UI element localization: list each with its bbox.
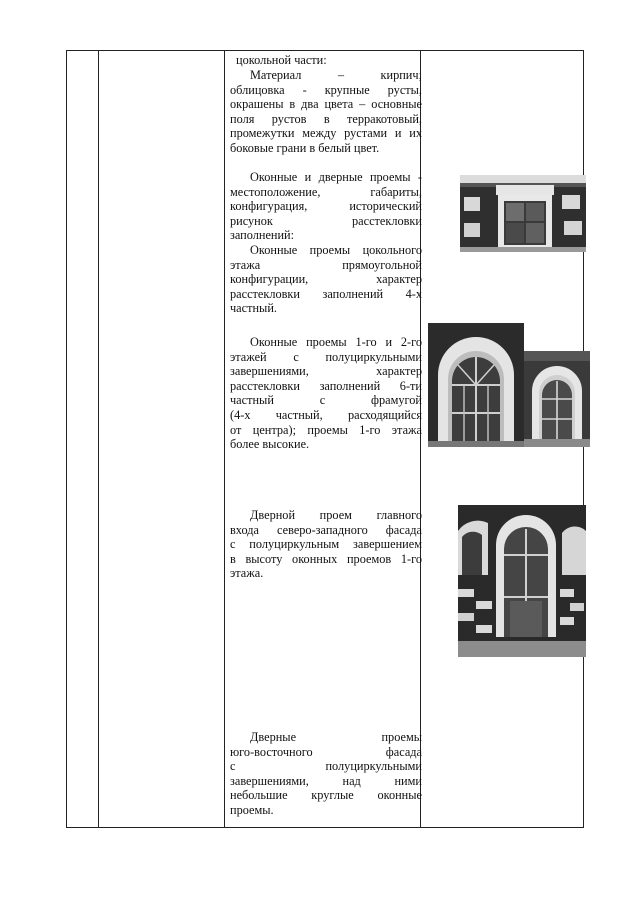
text-line: частный. bbox=[230, 301, 277, 316]
text-line: этажа. bbox=[230, 566, 264, 581]
text-line: частный с фрамугой bbox=[230, 393, 422, 408]
text-line: Оконные проемы 1-го и 2-го bbox=[250, 335, 422, 349]
text-line: промежутки между рустами и их bbox=[230, 126, 422, 141]
text-line: более высокие. bbox=[230, 437, 310, 452]
text-intro bbox=[230, 53, 422, 68]
paragraph-basement-windows bbox=[230, 243, 422, 316]
text-line: Дверные проемы bbox=[250, 730, 422, 744]
photo-main-entrance bbox=[458, 505, 586, 657]
text-line: от центра); проемы 1-го этажа bbox=[230, 422, 422, 437]
document-table bbox=[66, 50, 584, 828]
text-line: небольшие круглые оконные bbox=[230, 788, 422, 803]
paragraph-main-door bbox=[230, 508, 422, 581]
text-line: конфигурация, исторический bbox=[230, 199, 422, 214]
column-divider-1 bbox=[98, 51, 99, 827]
text-line: юго-восточного фасада bbox=[230, 744, 422, 759]
column-divider-2 bbox=[224, 51, 225, 827]
text-line: завершениями, над ними bbox=[230, 773, 422, 788]
photo-arched-window-1 bbox=[428, 323, 524, 447]
text-line: с полуциркульными bbox=[230, 759, 422, 774]
text-line: облицовка - крупные русты, bbox=[230, 82, 422, 97]
paragraph-material bbox=[230, 68, 422, 156]
text-line: Материал – кирпич; bbox=[250, 68, 422, 82]
photo-basement-window bbox=[460, 175, 586, 252]
text-line: окрашены в два цвета – основные bbox=[230, 97, 422, 112]
text-line: расстекловки заполнений 4-х bbox=[230, 286, 422, 301]
paragraph-floor-windows bbox=[230, 335, 422, 452]
text-line: (4-х частный, расходящийся bbox=[230, 407, 422, 422]
text-line: расстекловки заполнений 6-ти bbox=[230, 378, 422, 393]
text-line: этажей с полуциркульными bbox=[230, 349, 422, 364]
text-line: завершениями, характер bbox=[230, 364, 422, 379]
text-line: рисунок расстекловки bbox=[230, 213, 422, 228]
paragraph-openings bbox=[230, 170, 422, 243]
text-line: Оконные и дверные проемы - bbox=[250, 170, 422, 184]
paragraph-se-doors bbox=[230, 730, 422, 818]
text-line: этажа прямоугольной bbox=[230, 257, 422, 272]
text-line: цокольной части: bbox=[236, 53, 327, 67]
text-line: Дверной проем главного bbox=[250, 508, 422, 522]
text-line: Оконные проемы цокольного bbox=[250, 243, 422, 257]
text-line: поля рустов в терракотовый, bbox=[230, 111, 422, 126]
text-line: местоположение, габариты, bbox=[230, 184, 422, 199]
text-line: с полуциркульным завершением bbox=[230, 537, 422, 552]
text-line: входа северо-западного фасада bbox=[230, 522, 422, 537]
text-line: в высоту оконных проемов 1-го bbox=[230, 551, 422, 566]
text-line: проемы. bbox=[230, 802, 274, 817]
photo-arched-window-2 bbox=[524, 351, 590, 447]
text-line: конфигурации, характер bbox=[230, 272, 422, 287]
text-line: боковые грани в белый цвет. bbox=[230, 140, 380, 155]
text-line: заполнений: bbox=[230, 228, 295, 243]
